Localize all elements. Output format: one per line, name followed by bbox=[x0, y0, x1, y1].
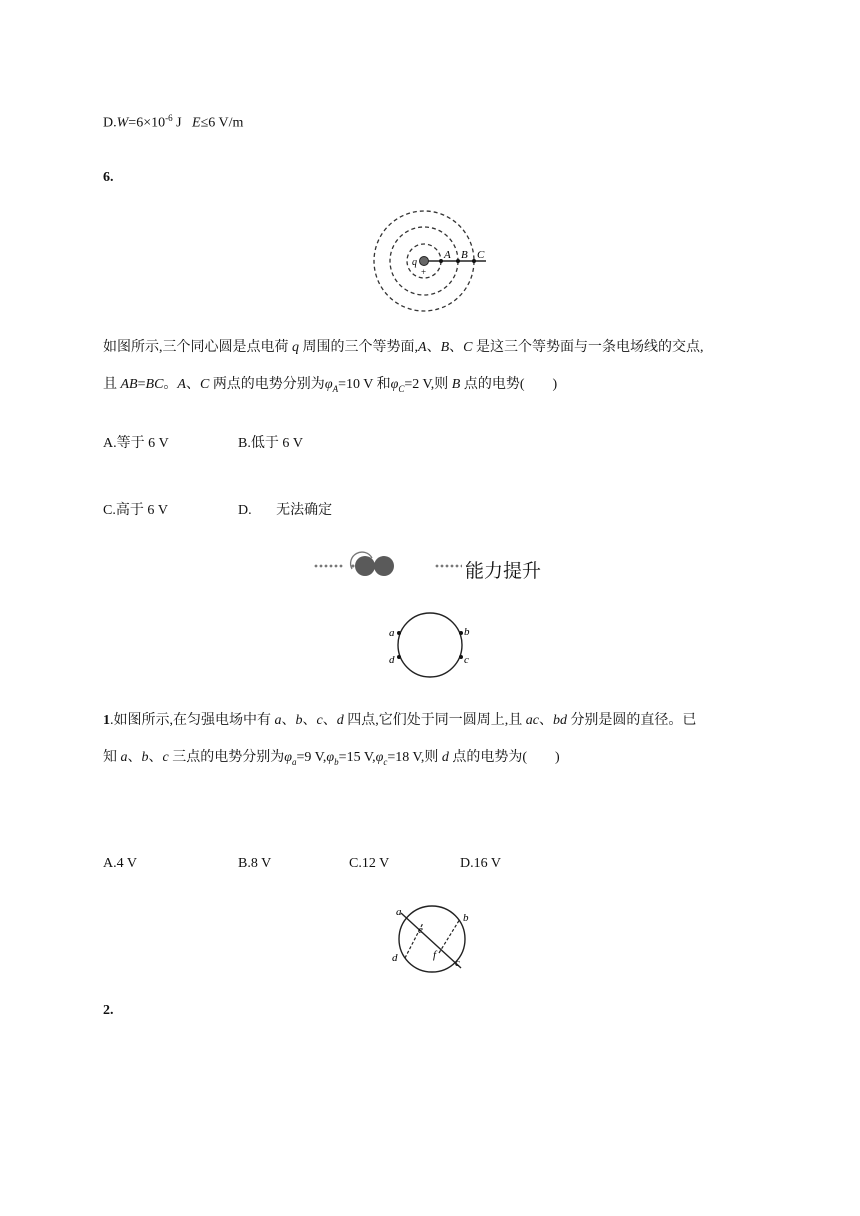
var: B bbox=[451, 377, 461, 392]
point-charge bbox=[420, 257, 429, 266]
text: 两点的电势分别为 bbox=[209, 377, 325, 392]
text: 分别是圆的直径。已 bbox=[566, 713, 697, 728]
text: 、 bbox=[538, 713, 553, 728]
var: bd bbox=[552, 713, 567, 728]
text: 、 bbox=[281, 713, 296, 728]
phi: φ bbox=[324, 377, 333, 392]
text: 、 bbox=[449, 340, 464, 355]
var: q bbox=[292, 340, 299, 355]
label-a: A bbox=[444, 249, 451, 261]
e-value: ≤6 V/m bbox=[200, 115, 244, 131]
label-b: b bbox=[463, 912, 469, 924]
label-q: q bbox=[412, 257, 417, 268]
option-text: 无法确定 bbox=[276, 503, 333, 518]
exponent: -6 bbox=[165, 113, 173, 123]
text: .如图所示,在匀强电场中有 bbox=[110, 713, 275, 728]
label-f: f bbox=[433, 949, 437, 961]
prev-option-d bbox=[103, 113, 243, 132]
var: a bbox=[274, 713, 282, 728]
text: =18 V,则 bbox=[387, 750, 442, 765]
badge-circle-right bbox=[374, 556, 394, 576]
text: 、 bbox=[127, 750, 142, 765]
sub: A bbox=[332, 383, 339, 394]
text: 、 bbox=[322, 713, 337, 728]
sub: b bbox=[334, 756, 339, 767]
text: 知 bbox=[103, 750, 121, 765]
var: B bbox=[440, 340, 450, 355]
dot-decoration bbox=[352, 565, 355, 568]
point-d bbox=[397, 655, 401, 659]
var: C bbox=[463, 340, 473, 355]
concentric-equipotential-figure bbox=[368, 205, 488, 315]
label-plus: + bbox=[421, 267, 427, 277]
var: A bbox=[177, 377, 186, 392]
text: 如图所示,三个同心圆是点电荷 bbox=[103, 340, 292, 355]
q6-option-d bbox=[238, 499, 332, 519]
q1-option-c: C.12 V bbox=[349, 856, 390, 871]
phi: φ bbox=[375, 750, 384, 765]
label-b: B bbox=[461, 249, 468, 261]
q1-line-1 bbox=[103, 702, 763, 739]
phi: φ bbox=[390, 377, 399, 392]
sub: a bbox=[291, 756, 297, 767]
label-d: d bbox=[389, 654, 395, 666]
question-6-text bbox=[103, 329, 763, 408]
text: 。 bbox=[163, 377, 178, 392]
text: 、 bbox=[426, 340, 441, 355]
question-number-2: 2. bbox=[103, 1003, 114, 1018]
dotted-leader-left bbox=[315, 565, 343, 568]
option-label: D. bbox=[238, 503, 252, 518]
point-b bbox=[459, 631, 463, 635]
phi: φ bbox=[326, 750, 335, 765]
point-a bbox=[397, 631, 401, 635]
text: 、 bbox=[185, 377, 200, 392]
label-a: a bbox=[396, 906, 402, 918]
unit: J bbox=[172, 115, 182, 131]
question-1-text bbox=[103, 702, 763, 781]
text: 四点,它们处于同一圆周上,且 bbox=[343, 713, 526, 728]
q1-option-b: B.8 V bbox=[238, 856, 272, 871]
label-c: c bbox=[455, 957, 460, 969]
diameter-ac bbox=[401, 913, 461, 968]
q6-line-1 bbox=[103, 329, 763, 366]
q6-option-c: C.高于 6 V bbox=[103, 503, 168, 518]
point-c bbox=[472, 259, 476, 263]
section-decoration bbox=[312, 550, 462, 580]
text: 点的电势为( ) bbox=[448, 750, 560, 765]
q1-option-a: A.4 V bbox=[103, 856, 137, 871]
label-c: C bbox=[477, 249, 485, 261]
point-a bbox=[439, 259, 443, 263]
text: =9 V, bbox=[296, 750, 327, 765]
var: A bbox=[418, 340, 427, 355]
question-number-6: 6. bbox=[103, 170, 114, 185]
w-value: =6×10 bbox=[128, 115, 166, 131]
var: b bbox=[141, 750, 149, 765]
q6-line-2 bbox=[103, 366, 763, 408]
var: c bbox=[162, 750, 169, 765]
sub: C bbox=[398, 383, 405, 394]
label-e: e bbox=[418, 924, 423, 936]
point-b bbox=[456, 259, 460, 263]
var-e: E bbox=[192, 115, 201, 131]
var: a bbox=[120, 750, 128, 765]
var-w: W bbox=[116, 115, 129, 131]
question-number: 2 bbox=[103, 1003, 110, 1018]
label-d: d bbox=[392, 952, 398, 964]
q6-option-b: B.低于 6 V bbox=[238, 436, 303, 451]
var: BC bbox=[145, 377, 164, 392]
q6-option-a: A.等于 6 V bbox=[103, 436, 169, 451]
circle-abcd-figure bbox=[384, 605, 476, 681]
circle bbox=[398, 613, 462, 677]
text: 且 bbox=[103, 377, 121, 392]
section-title: 能力提升 bbox=[465, 560, 542, 582]
var: c bbox=[316, 713, 323, 728]
text: = bbox=[137, 377, 146, 392]
text: 、 bbox=[148, 750, 163, 765]
label-a: a bbox=[389, 627, 395, 639]
var: d bbox=[336, 713, 344, 728]
q1-option-d: D.16 V bbox=[460, 856, 501, 871]
circle-diameter-figure bbox=[387, 902, 477, 976]
var: b bbox=[295, 713, 303, 728]
point-c bbox=[459, 655, 463, 659]
text: 三点的电势分别为 bbox=[168, 750, 285, 765]
phi: φ bbox=[284, 750, 292, 765]
question-number: 1 bbox=[103, 713, 110, 728]
q1-line-2 bbox=[103, 739, 763, 781]
option-label: D. bbox=[103, 115, 117, 131]
text: 点的电势( ) bbox=[460, 377, 558, 392]
text: 周围的三个等势面, bbox=[299, 340, 418, 355]
label-c: c bbox=[464, 654, 469, 666]
dotted-leader-right bbox=[436, 565, 462, 568]
var: ac bbox=[525, 713, 539, 728]
sub: c bbox=[383, 756, 388, 767]
text: 是这三个等势面与一条电场线的交点, bbox=[472, 340, 704, 355]
text: 、 bbox=[302, 713, 317, 728]
var: AB bbox=[120, 377, 138, 392]
question-number: 6 bbox=[103, 170, 110, 185]
badge-circle-left bbox=[355, 556, 375, 576]
var: d bbox=[441, 750, 449, 765]
text: =2 V,则 bbox=[404, 377, 452, 392]
text: =10 V 和 bbox=[338, 377, 391, 392]
var: C bbox=[199, 377, 210, 392]
dashed-line-fb bbox=[439, 919, 460, 953]
label-b: b bbox=[464, 626, 470, 638]
text: =15 V, bbox=[338, 750, 376, 765]
